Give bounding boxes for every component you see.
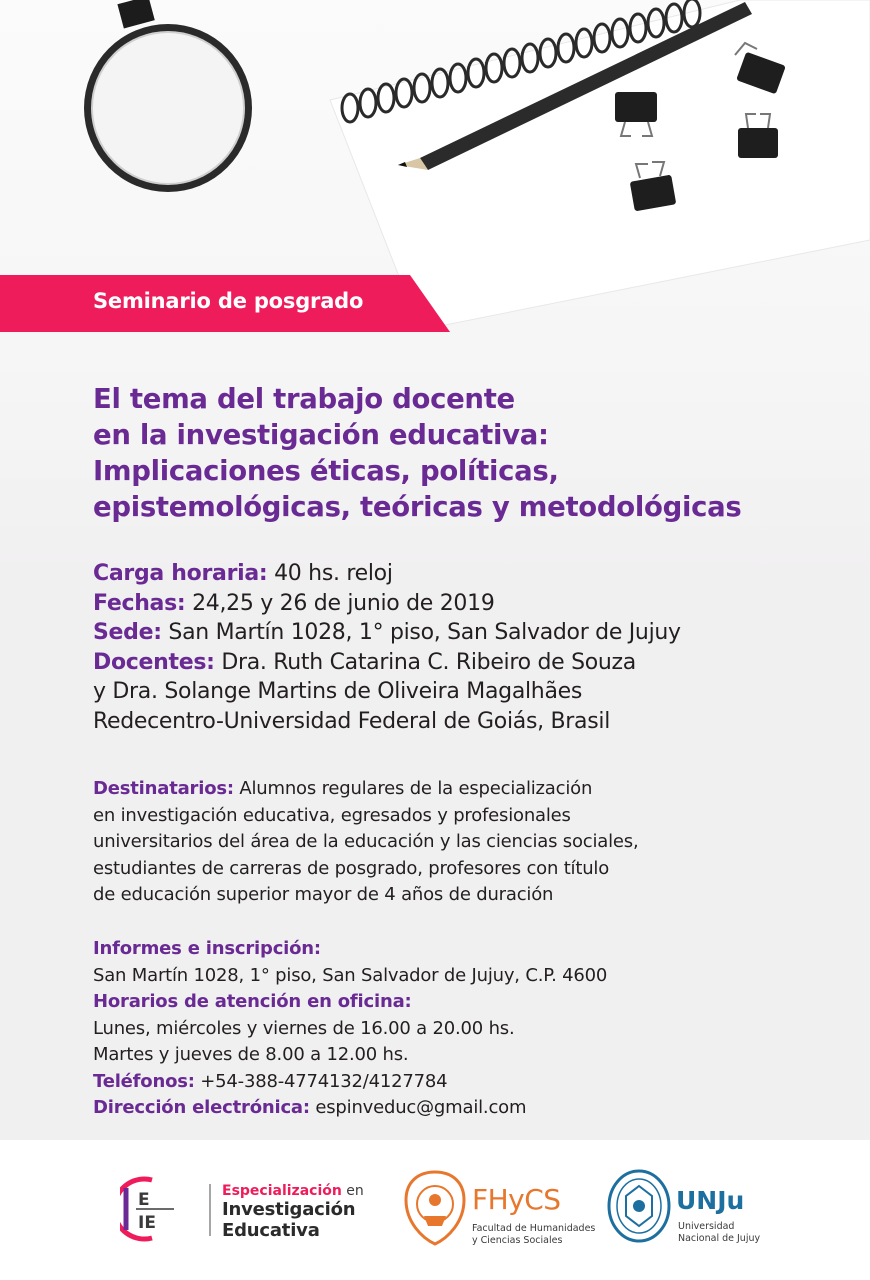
- sede-value: San Martín 1028, 1° piso, San Salvador de Jujuy: [161, 620, 681, 645]
- docentes-value: Dra. Ruth Catarina C. Ribeiro de Souza: [214, 649, 636, 675]
- fhycs-seal-icon: [404, 1170, 466, 1246]
- seminar-title: [93, 381, 853, 525]
- eie-logo-text: [222, 1183, 364, 1241]
- eie-logo-icon: [120, 1176, 215, 1242]
- unju-sub-line: Nacional de Jujuy: [678, 1233, 761, 1244]
- title-line: Implicaciones éticas, políticas,: [93, 455, 559, 487]
- destinatarios-text: universitarios del área de la educación y las ciencias sociales,: [93, 831, 639, 852]
- destinatarios-label: Destinatarios:: [93, 778, 234, 799]
- unju-name: UNJu: [676, 1186, 745, 1215]
- horarios-label: Horarios de atención en oficina:: [93, 991, 412, 1012]
- carga-label: Carga horaria:: [93, 561, 268, 586]
- fechas-value: 24,25 y 26 de junio de 2019: [185, 590, 495, 616]
- magnifying-glass-icon: [84, 0, 252, 192]
- destinatarios-text: estudiantes de carreras de posgrado, profesores con título: [93, 857, 610, 879]
- docentes: [93, 648, 863, 678]
- eie-line2: Investigación: [222, 1199, 356, 1220]
- fhycs-sub-line: Facultad de Humanidades: [472, 1223, 596, 1234]
- unju-sub-line: Universidad: [678, 1221, 735, 1232]
- eie-line3: Educativa: [222, 1220, 320, 1241]
- fechas-label: Fechas:: [93, 590, 186, 616]
- fhycs-subtitle: [472, 1223, 595, 1247]
- destinatarios-text: de educación superior mayor de 4 años de duración: [93, 884, 554, 905]
- unju-seal-icon: [606, 1168, 672, 1244]
- informes-label: Informes e inscripción:: [93, 938, 321, 959]
- email-value[interactable]: espinveduc@gmail.com: [309, 1097, 527, 1118]
- title-line: en la investigación educativa:: [93, 419, 549, 451]
- title-line: El tema del trabajo docente: [93, 383, 515, 415]
- banner-label: Seminario de posgrado: [93, 289, 364, 313]
- seminar-details: [93, 559, 863, 736]
- eie-mark-bottom: IE: [138, 1213, 156, 1233]
- informes-address: San Martín 1028, 1° piso, San Salvador de Jujuy, C.P. 4600: [93, 964, 608, 986]
- fhycs-name: FHyCS: [472, 1183, 561, 1216]
- unju-subtitle: [678, 1221, 760, 1245]
- docentes-line3: Redecentro-Universidad Federal de Goiás, Brasil: [93, 708, 611, 734]
- docentes-label: Docentes:: [93, 649, 215, 675]
- email-label: Dirección electrónica:: [93, 1097, 310, 1118]
- horario-2: Martes y jueves de 8.00 a 12.00 hs.: [93, 1044, 409, 1065]
- telefonos-label: Teléfonos:: [93, 1070, 195, 1092]
- eie-line1-rest: en: [341, 1183, 364, 1199]
- destinatarios-text: Alumnos regulares de la especialización: [233, 778, 593, 799]
- docentes-line2: y Dra. Solange Martins de Oliveira Magalhães: [93, 679, 583, 704]
- carga-horaria: [93, 559, 863, 589]
- informes: [93, 936, 853, 1122]
- fhycs-sub-line: y Ciencias Sociales: [472, 1235, 563, 1246]
- carga-value: 40 hs. reloj: [267, 561, 393, 586]
- title-line: epistemológicas, teóricas y metodológicas: [93, 491, 742, 523]
- sede-label: Sede:: [93, 620, 162, 645]
- telefonos-value[interactable]: +54-388-4774132/4127784: [194, 1070, 448, 1092]
- sede: [93, 618, 863, 648]
- horario-1: Lunes, miércoles y viernes de 16.00 a 20.00 hs.: [93, 1017, 515, 1039]
- destinatarios: [93, 776, 853, 909]
- eie-line1-bold: Especialización: [222, 1183, 342, 1199]
- fechas: [93, 589, 863, 619]
- eie-mark-top: E: [138, 1190, 150, 1210]
- destinatarios-text: en investigación educativa, egresados y profesionales: [93, 804, 571, 826]
